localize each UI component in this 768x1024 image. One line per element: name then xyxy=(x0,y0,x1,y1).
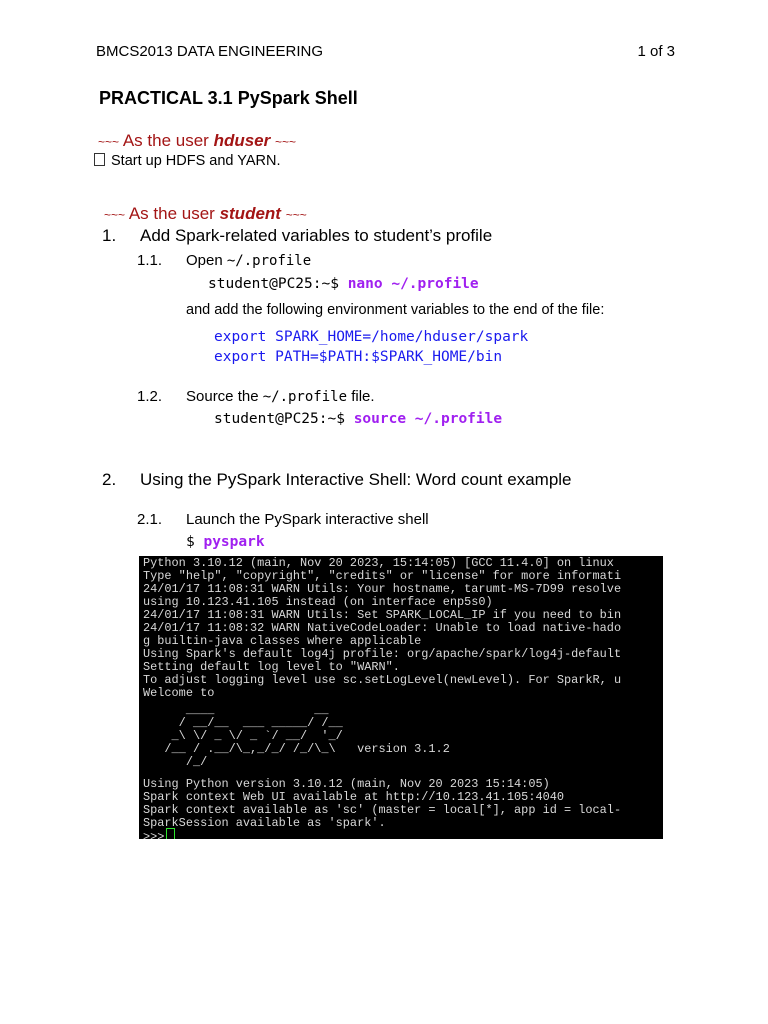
terminal-line: Spark context Web UI available at http://10.123.41.105:4040 xyxy=(143,790,564,804)
terminal-line: Python 3.10.12 (main, Nov 20 2023, 15:14:05) [GCC 11.4.0] on linux xyxy=(143,556,614,570)
spark-ascii-logo-line: _\ \/ _ \/ _ `/ __/ '_/ xyxy=(143,729,343,743)
terminal-screenshot xyxy=(139,556,663,839)
terminal-prompt-line xyxy=(143,828,175,839)
cursor-icon xyxy=(166,828,175,839)
file-name: ~/.profile xyxy=(262,389,348,405)
step-suffix: file. xyxy=(351,388,375,405)
env-line-path: export PATH=$PATH:$SPARK_HOME/bin xyxy=(214,349,503,365)
command-line-source xyxy=(214,411,502,427)
terminal-line: Using Python version 3.10.12 (main, Nov 20 2023 15:14:05) xyxy=(143,777,550,791)
terminal-line: 24/01/17 11:08:31 WARN Utils: Your hostname, tarumt-MS-7D99 resolve xyxy=(143,582,622,596)
hduser-bullet xyxy=(94,153,281,169)
shell-command: source ~/.profile xyxy=(353,411,503,427)
spark-ascii-logo-line: ____ __ xyxy=(143,703,329,717)
terminal-line: To adjust logging level use sc.setLogLevel(newLevel). For SparkR, u xyxy=(143,673,622,687)
shell-prompt: $ xyxy=(186,534,195,550)
step-1-1-note: and add the following environment variables to the end of the file: xyxy=(186,302,605,318)
shell-command: nano ~/.profile xyxy=(347,276,479,292)
step-label: Source the xyxy=(186,388,259,405)
tilde-decoration: ~~~ xyxy=(285,208,307,222)
command-line-nano xyxy=(208,276,479,292)
step-2-1-number: 2.1. xyxy=(137,511,163,528)
heading-prefix: As the user xyxy=(122,131,209,150)
heading-prefix: As the user xyxy=(128,204,215,223)
env-line-spark-home: export SPARK_HOME=/home/hduser/spark xyxy=(214,329,529,345)
terminal-line: Spark context available as 'sc' (master = local[*], app id = local- xyxy=(143,803,622,817)
step-label: Open xyxy=(186,252,223,269)
tilde-decoration: ~~~ xyxy=(98,135,120,149)
student-section-heading xyxy=(104,204,307,224)
step-1-title: Add Spark-related variables to student’s profile xyxy=(140,226,493,245)
heading-user: student xyxy=(219,204,281,223)
heading-user: hduser xyxy=(213,131,271,150)
shell-command: pyspark xyxy=(203,534,265,550)
tilde-decoration: ~~~ xyxy=(104,208,126,222)
step-2-number: 2. xyxy=(102,470,117,489)
spark-ascii-logo-line: /_/ xyxy=(143,755,208,769)
file-name: ~/.profile xyxy=(226,253,312,269)
spark-ascii-logo-line: /__ / .__/\_,_/_/ /_/\_\ version 3.1.2 xyxy=(143,742,450,756)
step-2-title: Using the PySpark Interactive Shell: Word count example xyxy=(140,470,572,489)
shell-prompt: student@PC25:~$ xyxy=(214,411,345,427)
python-prompt: >>> xyxy=(143,830,165,839)
step-1-2-number: 1.2. xyxy=(137,388,163,405)
spark-ascii-logo-line: / __/__ ___ _____/ /__ xyxy=(143,716,343,730)
step-2-1-text: Launch the PySpark interactive shell xyxy=(186,511,429,528)
terminal-line: SparkSession available as 'spark'. xyxy=(143,816,386,830)
command-line-pyspark xyxy=(186,534,265,550)
page-title: PRACTICAL 3.1 PySpark Shell xyxy=(99,88,358,108)
tilde-decoration: ~~~ xyxy=(274,135,297,149)
terminal-line: Using Spark's default log4j profile: org/apache/spark/log4j-default xyxy=(143,647,622,661)
step-1-2-text xyxy=(186,388,375,405)
terminal-line: 24/01/17 11:08:32 WARN NativeCodeLoader: Unable to load native-hado xyxy=(143,621,622,635)
bullet-text: Start up HDFS and YARN. xyxy=(111,153,281,169)
shell-prompt: student@PC25:~$ xyxy=(208,276,339,292)
terminal-line: Welcome to xyxy=(143,686,215,700)
terminal-line: Type "help", "copyright", "credits" or "license" for more informati xyxy=(143,569,622,583)
hduser-section-heading xyxy=(98,131,296,151)
step-1-number: 1. xyxy=(102,226,117,245)
terminal-line: g builtin-java classes where applicable xyxy=(143,634,422,648)
document-header-course: BMCS2013 DATA ENGINEERING xyxy=(96,43,324,60)
step-1-1-number: 1.1. xyxy=(137,252,163,269)
terminal-line: 24/01/17 11:08:31 WARN Utils: Set SPARK_LOCAL_IP if you need to bin xyxy=(143,608,622,622)
terminal-line: Setting default log level to "WARN". xyxy=(143,660,400,674)
checkbox-icon xyxy=(94,153,105,166)
step-1-1-text xyxy=(186,252,311,269)
terminal-line: using 10.123.41.105 instead (on interface enp5s0) xyxy=(143,595,493,609)
page-number: 1 of 3 xyxy=(637,43,675,60)
